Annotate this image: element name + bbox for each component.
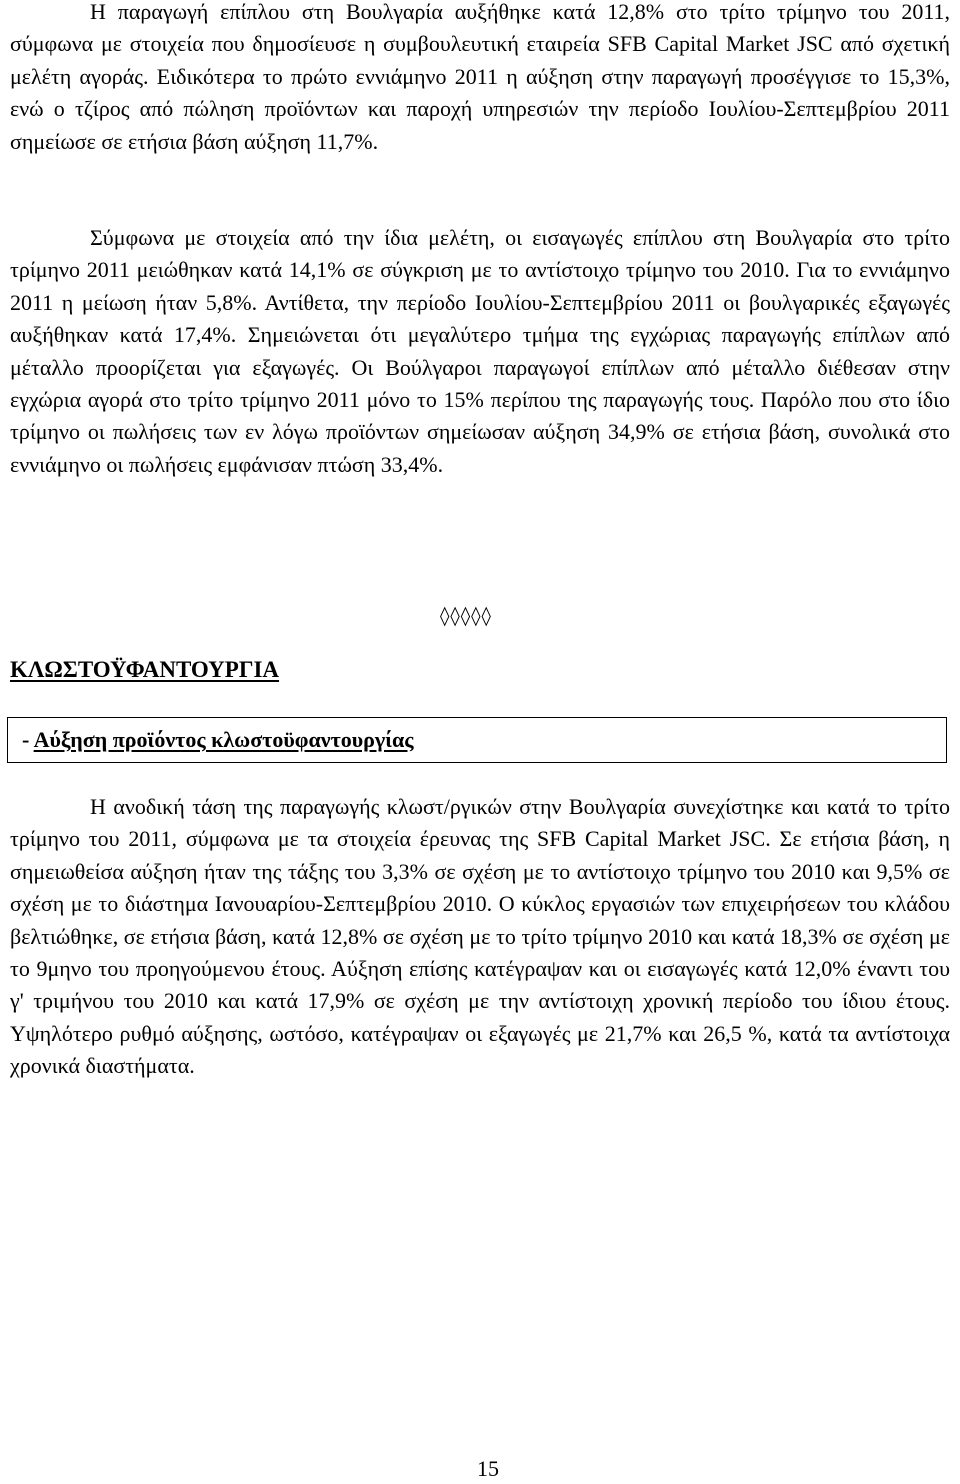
subheading	[22, 725, 414, 755]
subheading-title: Αύξηση προϊόντος κλωστοϋφαντουργίας	[33, 727, 414, 752]
section-heading-textiles: ΚΛΩΣΤΟΫΦΑΝΤΟΥΡΓΙΑ	[10, 657, 280, 682]
subheading-box	[7, 717, 947, 763]
subheading-prefix: -	[22, 727, 34, 752]
paragraph-furniture-production: Η παραγωγή επίπλου στη Βουλγαρία αυξήθηκε κατά 12,8% στο τρίτο τρίμηνο του 2011, σύμφωνα με στοιχεία που δημοσίευσε η συμβουλευτική εταιρεία SFB Capital Market JSC από σχετική μελέτη αγοράς. Ειδικότερα το πρώτο εννιάμηνο 2011 η αύξηση στην παραγωγή προσέγγισε το 15,3%, ενώ ο τζίρος από πώληση προϊόντων και παροχή υπηρεσιών την περίοδο Ιουλίου-Σεπτεμβρίου 2011 σημείωσε σε ετήσια βάση αύξηση 11,7%.	[10, 0, 950, 154]
page-number: 15	[477, 1456, 499, 1481]
paragraph-textile-production: Η ανοδική τάση της παραγωγής κλωστ/ργικών στην Βουλγαρία συνεχίστηκε και κατά το τρίτο τρίμηνο του 2011, σύμφωνα με τα στοιχεία έρευνας της SFB Capital Market JSC. Σε ετήσια βάση, η σημειωθείσα αύξηση ήταν της τάξης του 3,3% σε σχέση με το αντίστοιχο τρίμηνο του 2010 και 9,5% σε σχέση με το διάστημα Ιανουαρίου-Σεπτεμβρίου 2010. Ο κύκλος εργασιών των επιχειρήσεων του κλάδου βελτιώθηκε, σε ετήσια βάση, κατά 12,8% σε σχέση με το τρίτο τρίμηνο 2010 και κατά 18,3% σε σχέση με το 9μηνο του προηγούμενου έτους. Αύξηση επίσης κατέγραψαν και οι εισαγωγές κατά 12,0% έναντι του γ' τριμήνου του 2010 και κατά 17,9% σε σχέση με την αντίστοιχη χρονική περίοδο του ίδιου έτους. Υψηλότερο ρυθμό αύξησης, ωστόσο, κατέγραψαν οι εξαγωγές με 21,7% και 26,5 %, κατά τα αντίστοιχα χρονικά διαστήματα.	[10, 794, 950, 1079]
diamond-separator: ◊◊◊◊◊	[440, 605, 492, 627]
paragraph-furniture-imports: Σύμφωνα με στοιχεία από την ίδια μελέτη, οι εισαγωγές επίπλου στη Βουλγαρία στο τρίτο τρίμηνο 2011 μειώθηκαν κατά 14,1% σε σύγκριση με το αντίστοιχο τρίμηνο του 2010. Για το εννιάμηνο 2011 η μείωση ήταν 5,8%. Αντίθετα, την περίοδο Ιουλίου-Σεπτεμβρίου 2011 οι βουλγαρικές εξαγωγές αυξήθηκαν κατά 17,4%. Σημειώνεται ότι μεγαλύτερο τμήμα της εγχώριας παραγωγής επίπλων από μέταλλο προορίζεται για εξαγωγές. Οι Βούλγαροι παραγωγοί επίπλων από μέταλλο διέθεσαν στην εγχώρια αγορά στο τρίτο τρίμηνο 2011 μόνο το 15% περίπου της παραγωγής τους. Παρόλο που στο ίδιο τρίμηνο οι πωλήσεις των εν λόγω προϊόντων σημείωσαν αύξηση 34,9% σε ετήσια βάση, συνολικά στο εννιάμηνο οι πωλήσεις εμφάνισαν πτώση 33,4%.	[10, 225, 950, 477]
